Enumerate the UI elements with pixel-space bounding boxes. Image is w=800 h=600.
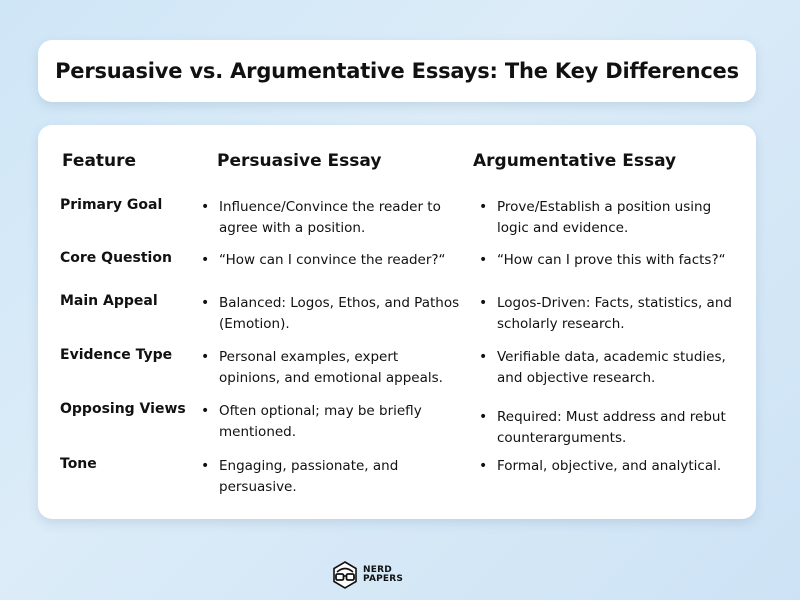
bullet: • bbox=[201, 252, 210, 268]
feature-label: Main Appeal bbox=[60, 293, 158, 309]
bullet: • bbox=[201, 349, 210, 365]
persuasive-cell bbox=[201, 197, 463, 239]
bullet: • bbox=[479, 409, 488, 425]
bullet: • bbox=[479, 349, 488, 365]
argumentative-text: “How can I prove this with facts?“ bbox=[497, 252, 726, 268]
persuasive-text: Often optional; may be briefly mentioned. bbox=[219, 403, 422, 440]
title-card bbox=[38, 40, 756, 102]
argumentative-cell bbox=[479, 250, 741, 271]
logo-text bbox=[363, 566, 403, 584]
persuasive-text: Balanced: Logos, Ethos, and Pathos (Emotion). bbox=[219, 295, 460, 332]
bullet: • bbox=[479, 295, 488, 311]
persuasive-text: Personal examples, expert opinions, and emotional appeals. bbox=[219, 349, 443, 386]
argumentative-cell bbox=[479, 197, 741, 239]
comparison-table bbox=[38, 125, 756, 519]
argumentative-text: Verifiable data, academic studies, and objective research. bbox=[497, 349, 726, 386]
feature-label: Opposing Views bbox=[60, 401, 186, 417]
header-feature: Feature bbox=[62, 151, 137, 171]
persuasive-cell bbox=[201, 250, 463, 271]
persuasive-text: Influence/Convince the reader to agree with a position. bbox=[219, 199, 441, 236]
header-argumentative: Argumentative Essay bbox=[473, 151, 677, 171]
bullet: • bbox=[201, 458, 210, 474]
persuasive-cell bbox=[201, 456, 463, 498]
argumentative-text: Required: Must address and rebut counterarguments. bbox=[497, 409, 726, 446]
argumentative-text: Formal, objective, and analytical. bbox=[497, 458, 722, 474]
argumentative-text: Prove/Establish a position using logic and evidence. bbox=[497, 199, 712, 236]
bullet: • bbox=[201, 403, 210, 419]
nerd-glasses-icon bbox=[331, 561, 359, 589]
header-persuasive: Persuasive Essay bbox=[217, 151, 382, 171]
logo-line-2: PAPERS bbox=[363, 574, 404, 584]
persuasive-text: Engaging, passionate, and persuasive. bbox=[219, 458, 399, 495]
argumentative-cell bbox=[479, 407, 741, 449]
persuasive-text: “How can I convince the reader?“ bbox=[219, 252, 446, 268]
bullet: • bbox=[479, 199, 488, 215]
persuasive-cell bbox=[201, 401, 463, 443]
logo-line-1: NERD bbox=[363, 565, 392, 575]
argumentative-text: Logos-Driven: Facts, statistics, and scholarly research. bbox=[497, 295, 732, 332]
feature-label: Tone bbox=[60, 456, 97, 472]
persuasive-cell bbox=[201, 293, 463, 335]
page-title: Persuasive vs. Argumentative Essays: The Key Differences bbox=[55, 59, 739, 83]
persuasive-cell bbox=[201, 347, 463, 389]
feature-label: Evidence Type bbox=[60, 347, 173, 363]
bullet: • bbox=[201, 295, 210, 311]
nerd-papers-logo bbox=[331, 560, 407, 590]
bullet: • bbox=[479, 458, 488, 474]
argumentative-cell bbox=[479, 456, 741, 477]
bullet: • bbox=[201, 199, 210, 215]
feature-label: Core Question bbox=[60, 250, 172, 266]
argumentative-cell bbox=[479, 293, 741, 335]
argumentative-cell bbox=[479, 347, 741, 389]
feature-label: Primary Goal bbox=[60, 197, 163, 213]
bullet: • bbox=[479, 252, 488, 268]
